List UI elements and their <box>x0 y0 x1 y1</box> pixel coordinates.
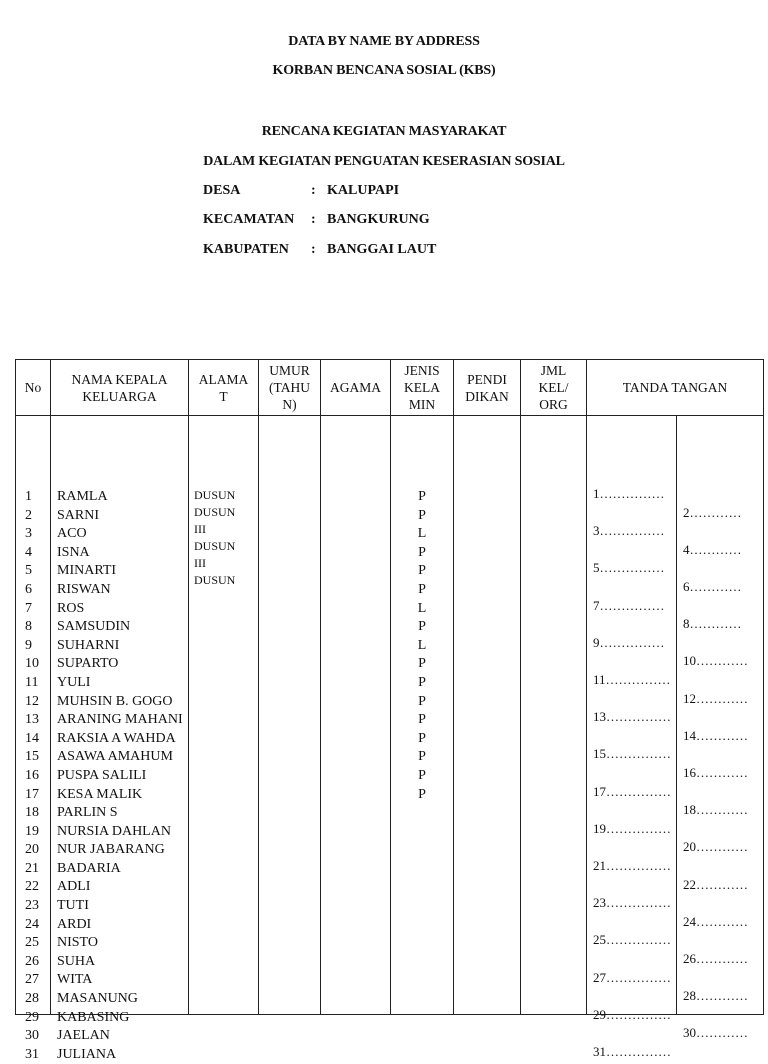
column-jml-keluarga <box>521 416 587 1015</box>
signature-line[interactable]: 11…………… <box>593 672 671 687</box>
header-jml-keluarga <box>521 360 587 416</box>
info-label: KABUPATEN <box>203 242 289 257</box>
signature-line[interactable]: 26………… <box>683 951 748 966</box>
alamat-list <box>194 487 235 589</box>
signature-line[interactable]: 8………… <box>683 616 742 632</box>
signature-line[interactable]: 30………… <box>683 1025 748 1041</box>
info-colon: : <box>311 212 316 227</box>
column-no <box>16 416 51 1062</box>
name-list <box>51 488 188 1064</box>
table-header-row <box>16 360 764 416</box>
header-no: No <box>16 360 51 416</box>
alamat-value: DUSUN <box>194 488 236 502</box>
head-of-family-name: JAELAN <box>57 1028 110 1044</box>
signature-line[interactable]: 24………… <box>683 913 748 929</box>
row-number: 29 <box>25 1009 39 1025</box>
gender-value: P <box>418 489 426 504</box>
gender-value: P <box>418 749 426 765</box>
head-of-family-name: ARDI <box>57 916 92 932</box>
header-agama: AGAMA <box>321 360 391 416</box>
signature-list-even <box>677 416 763 1041</box>
head-of-family-name: RAKSIA A WAHDA <box>57 730 176 746</box>
head-of-family-name: SUHARNI <box>57 637 120 653</box>
signature-line[interactable]: 29…………… <box>593 1006 671 1022</box>
head-of-family-name: TUTI <box>57 898 89 914</box>
gender-value: P <box>418 767 426 783</box>
gender-value: P <box>418 693 426 709</box>
column-signature-odd <box>587 416 677 1059</box>
column-alamat <box>189 416 259 1015</box>
header-text: JENIS <box>404 363 440 378</box>
row-number: 22 <box>25 879 39 895</box>
head-of-family-name: PARLIN S <box>57 805 118 821</box>
signature-line[interactable]: 17…………… <box>593 783 671 799</box>
head-of-family-name: MUHSIN B. GOGO <box>57 693 173 709</box>
row-number: 12 <box>25 693 39 709</box>
info-value: KALUPAPI <box>327 183 400 198</box>
head-of-family-name: MASANUNG <box>57 991 138 1007</box>
title-line-2: KORBAN BENCANA SOSIAL (KBS) <box>272 63 496 78</box>
signature-line[interactable]: 20………… <box>683 839 748 855</box>
title-line-4: DALAM KEGIATAN PENGUATAN KESERASIAN SOSIAL <box>203 154 565 169</box>
signature-line[interactable]: 14………… <box>683 727 748 743</box>
row-number: 6 <box>25 581 32 597</box>
header-text: UMUR <box>269 363 310 378</box>
gender-value: P <box>418 730 426 746</box>
gender-value: P <box>418 674 426 690</box>
header-text: DIKAN <box>465 388 509 404</box>
info-colon: : <box>311 242 316 257</box>
row-number: 8 <box>25 619 32 635</box>
gender-value: P <box>418 786 426 802</box>
head-of-family-name: PUSPA SALILI <box>57 767 147 783</box>
column-umur <box>259 416 321 1015</box>
signature-line[interactable]: 6………… <box>683 579 742 594</box>
signature-list-odd <box>587 416 676 1059</box>
header-text: N) <box>282 397 297 412</box>
header-text: PENDI <box>467 371 507 387</box>
alamat-value: III <box>194 522 206 536</box>
gender-value: P <box>418 563 426 579</box>
row-number: 2 <box>25 507 32 523</box>
row-number: 7 <box>25 600 32 616</box>
alamat-value: III <box>194 556 206 570</box>
column-signature-even <box>677 416 764 1041</box>
head-of-family-name: SAMSUDIN <box>57 619 131 635</box>
signature-line[interactable]: 28………… <box>683 988 748 1004</box>
gender-value: L <box>417 600 427 616</box>
gender-value: P <box>418 507 426 523</box>
table-body-row <box>16 416 764 1015</box>
head-of-family-name: NURSIA DAHLAN <box>57 823 171 839</box>
row-number: 13 <box>25 712 39 728</box>
signature-line[interactable]: 4………… <box>683 541 742 557</box>
row-number: 17 <box>25 786 39 802</box>
row-number: 23 <box>25 898 39 914</box>
gender-value: P <box>418 544 426 560</box>
signature-line[interactable]: 23…………… <box>593 895 671 911</box>
header-pendidikan <box>454 360 521 416</box>
head-of-family-name: ARANING MAHANI <box>57 712 183 728</box>
row-number: 31 <box>25 1046 39 1062</box>
head-of-family-name: ADLI <box>57 879 91 895</box>
head-of-family-name: WITA <box>57 972 93 988</box>
row-number: 18 <box>25 805 39 821</box>
head-of-family-name: ROS <box>57 600 85 616</box>
head-of-family-name: MINARTI <box>57 563 117 579</box>
gender-value: P <box>418 656 426 672</box>
info-value: BANGGAI LAUT <box>327 242 437 257</box>
signature-line[interactable]: 9…………… <box>593 634 665 650</box>
row-number: 21 <box>25 860 39 876</box>
head-of-family-name: YULI <box>57 674 91 690</box>
gender-value: L <box>417 637 427 653</box>
header-text: KELUARGA <box>82 388 157 404</box>
header-text: MIN <box>408 397 436 412</box>
signature-line[interactable]: 7…………… <box>593 597 665 613</box>
row-number: 10 <box>25 656 39 672</box>
info-label: KECAMATAN <box>203 212 295 227</box>
row-number: 28 <box>25 991 39 1007</box>
alamat-value: DUSUN <box>194 539 236 553</box>
row-number: 9 <box>25 637 32 653</box>
signature-line[interactable]: 3…………… <box>593 523 665 539</box>
row-number: 24 <box>25 916 39 932</box>
gender-list <box>391 488 453 804</box>
row-number: 16 <box>25 767 39 783</box>
header-nama <box>51 360 189 416</box>
signature-line[interactable]: 18………… <box>683 802 748 818</box>
head-of-family-name: JULIANA <box>57 1046 117 1062</box>
head-of-family-name: RAMLA <box>57 489 108 504</box>
head-of-family-name: ASAWA AMAHUM <box>57 749 173 765</box>
gender-value: P <box>418 581 426 597</box>
signature-line[interactable]: 12………… <box>683 690 748 706</box>
column-jenis-kelamin <box>391 416 454 1015</box>
row-number: 30 <box>25 1028 39 1044</box>
row-number: 15 <box>25 749 39 765</box>
row-number: 4 <box>25 544 32 560</box>
gender-value: P <box>418 619 426 635</box>
signature-line[interactable]: 25…………… <box>593 932 671 948</box>
signature-line[interactable]: 22………… <box>683 876 748 892</box>
header-text: T <box>219 388 228 404</box>
head-of-family-name: SUHA <box>57 953 96 969</box>
beneficiary-table <box>15 359 764 1062</box>
row-number: 5 <box>25 563 32 579</box>
column-pendidikan <box>454 416 521 1015</box>
row-number: 20 <box>25 842 39 858</box>
signature-line[interactable]: 15…………… <box>593 746 671 762</box>
alamat-value: DUSUN <box>194 505 236 519</box>
head-of-family-name: NISTO <box>57 935 98 951</box>
signature-line[interactable]: 5…………… <box>593 560 665 576</box>
signature-line[interactable]: 1…………… <box>593 486 665 501</box>
title-line-1: DATA BY NAME BY ADDRESS <box>288 34 480 49</box>
head-of-family-name: RISWAN <box>57 581 111 597</box>
header-text: KELA <box>404 380 440 395</box>
head-of-family-name: SARNI <box>57 507 100 523</box>
signature-line[interactable]: 19…………… <box>593 820 671 836</box>
header-text: KEL/ <box>538 380 569 395</box>
row-number: 25 <box>25 935 39 951</box>
row-number: 3 <box>25 526 32 542</box>
row-number: 11 <box>25 674 39 690</box>
header-text: JML <box>540 363 567 378</box>
row-number: 19 <box>25 823 39 839</box>
row-number: 27 <box>25 972 39 988</box>
alamat-value: DUSUN <box>194 573 236 587</box>
info-colon: : <box>311 183 316 198</box>
number-list <box>16 488 50 1064</box>
gender-value: L <box>417 526 427 542</box>
gender-value: P <box>418 712 426 728</box>
header-umur <box>259 360 321 416</box>
signature-line[interactable]: 13…………… <box>593 709 671 725</box>
head-of-family-name: ACO <box>57 526 87 542</box>
row-number: 1 <box>25 489 32 504</box>
title-line-3: RENCANA KEGIATAN MASYARAKAT <box>261 124 507 139</box>
signature-line[interactable]: 10………… <box>683 653 748 669</box>
info-label: DESA <box>203 183 241 198</box>
head-of-family-name: KESA MALIK <box>57 786 143 802</box>
header-jenis-kelamin <box>391 360 454 416</box>
head-of-family-name: NUR JABARANG <box>57 842 165 858</box>
info-value: BANGKURUNG <box>327 212 430 227</box>
signature-line[interactable]: 31…………… <box>593 1044 671 1059</box>
signature-line[interactable]: 27…………… <box>593 969 671 985</box>
header-alamat <box>189 360 259 416</box>
row-number: 14 <box>25 730 39 746</box>
row-number: 26 <box>25 953 39 969</box>
head-of-family-name: SUPARTO <box>57 656 119 672</box>
header-text: (TAHU <box>269 380 310 395</box>
head-of-family-name: BADARIA <box>57 860 121 876</box>
header-text: NAMA KEPALA <box>71 371 168 387</box>
head-of-family-name: ISNA <box>57 544 90 560</box>
header-text: ORG <box>539 397 568 412</box>
header-tanda-tangan: TANDA TANGAN <box>587 360 764 416</box>
column-agama <box>321 416 391 1015</box>
column-nama <box>51 416 189 1062</box>
signature-line[interactable]: 16………… <box>683 765 748 780</box>
header-text: ALAMA <box>198 371 249 387</box>
head-of-family-name: KABASING <box>57 1009 130 1025</box>
signature-line[interactable]: 21…………… <box>593 858 671 873</box>
signature-line[interactable]: 2………… <box>683 504 742 520</box>
